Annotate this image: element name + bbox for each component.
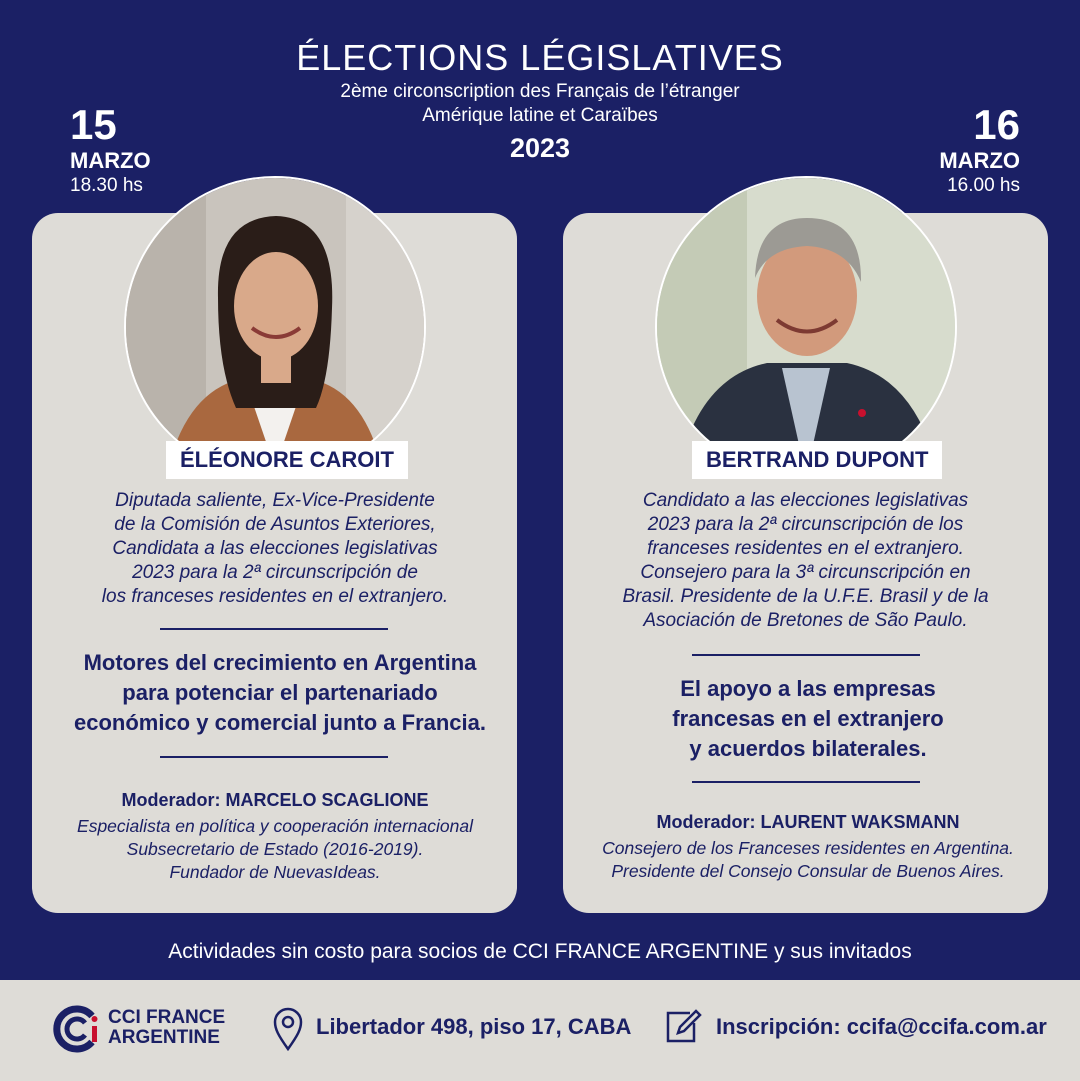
bio-line: Consejero para la 3ª circunscripción en	[640, 562, 971, 583]
left-date-month: MARZO	[70, 148, 151, 173]
moderator-bio-line: Presidente del Consejo Consular de Buenos Aires.	[611, 861, 1005, 881]
bio-line: de la Comisión de Asuntos Exteriores,	[114, 514, 436, 535]
right-date-time: 16.00 hs	[947, 175, 1020, 196]
topic-line: para potenciar el partenariado	[122, 680, 438, 705]
logo-line2: ARGENTINE	[108, 1027, 220, 1048]
moderator-label: Moderador:	[121, 790, 221, 810]
left-speaker-name: ÉLÉONORE CAROIT	[166, 441, 408, 479]
bio-line: Asociación de Bretones de São Paulo.	[643, 610, 968, 631]
cci-logo-icon	[52, 1004, 102, 1054]
bio-line: Diputada saliente, Ex-Vice-Presidente	[115, 490, 435, 511]
bio-line: franceses residentes en el extranjero.	[647, 538, 964, 559]
right-speaker-name: BERTRAND DUPONT	[692, 441, 942, 479]
right-speaker-photo	[655, 176, 957, 478]
moderator-bio-line: Subsecretario de Estado (2016-2019).	[126, 839, 424, 859]
right-divider-top	[692, 654, 920, 656]
left-moderator-bio	[36, 815, 514, 884]
address: Libertador 498, piso 17, CABA	[316, 1014, 632, 1039]
bio-line: 2023 para la 2ª circunscripción de los	[647, 514, 964, 535]
right-speaker-bio	[568, 489, 1043, 633]
moderator-name: LAURENT WAKSMANN	[760, 812, 960, 832]
event-title: ÉLECTIONS LÉGISLATIVES	[296, 37, 784, 78]
bio-line: Brasil. Presidente de la U.F.E. Brasil y de la	[622, 586, 989, 607]
left-speaker-photo	[124, 176, 426, 478]
left-date	[70, 102, 151, 198]
topic-line: Motores del crecimiento en Argentina	[83, 650, 477, 675]
location-pin-icon	[272, 1007, 304, 1051]
moderator-name: MARCELO SCAGLIONE	[225, 790, 429, 810]
left-divider-top	[160, 628, 388, 630]
bio-line: Candidata a las elecciones legislativas	[112, 538, 438, 559]
event-year: 2023	[509, 133, 571, 163]
bio-line: Candidato a las elecciones legislativas	[642, 490, 969, 511]
moderator-label: Moderador:	[656, 812, 756, 832]
right-moderator	[568, 810, 1048, 834]
left-divider-bottom	[160, 756, 388, 758]
left-moderator	[40, 788, 510, 812]
topic-line: y acuerdos bilaterales.	[689, 736, 927, 761]
cci-logo-text	[108, 1008, 225, 1048]
event-subtitle-line1: 2ème circonscription des Français de l’étranger	[340, 81, 740, 102]
moderator-bio-line: Fundador de NuevasIdeas.	[169, 862, 381, 882]
bio-line: los franceses residentes en el extranjero.	[101, 586, 449, 607]
logo-line1: CCI FRANCE	[108, 1007, 226, 1028]
right-talk-topic	[568, 674, 1048, 764]
topic-line: francesas en el extranjero	[672, 706, 944, 731]
right-date-month: MARZO	[939, 148, 1020, 173]
footer-note: Actividades sin costo para socios de CCI FRANCE ARGENTINE y sus invitados	[168, 940, 912, 963]
left-date-time: 18.30 hs	[70, 175, 143, 196]
moderator-bio-line: Consejero de los Franceses residentes en Argentina.	[602, 838, 1014, 858]
topic-line: El apoyo a las empresas	[680, 676, 936, 701]
event-subtitle-line2: Amérique latine et Caraïbes	[422, 105, 658, 126]
topic-line: económico y comercial junto a Francia.	[73, 710, 487, 735]
left-date-day: 15	[70, 101, 117, 148]
moderator-bio-line: Especialista en política y cooperación internacional	[77, 816, 473, 836]
right-moderator-bio	[565, 837, 1051, 883]
left-speaker-bio	[40, 489, 510, 609]
right-divider-bottom	[692, 781, 920, 783]
bio-line: 2023 para la 2ª circunscripción de	[132, 562, 418, 583]
edit-icon	[664, 1009, 702, 1045]
right-date-day: 16	[973, 101, 1020, 148]
registration-email[interactable]: Inscripción: ccifa@ccifa.com.ar	[716, 1014, 1047, 1039]
left-talk-topic	[40, 648, 520, 738]
right-date	[939, 102, 1020, 198]
